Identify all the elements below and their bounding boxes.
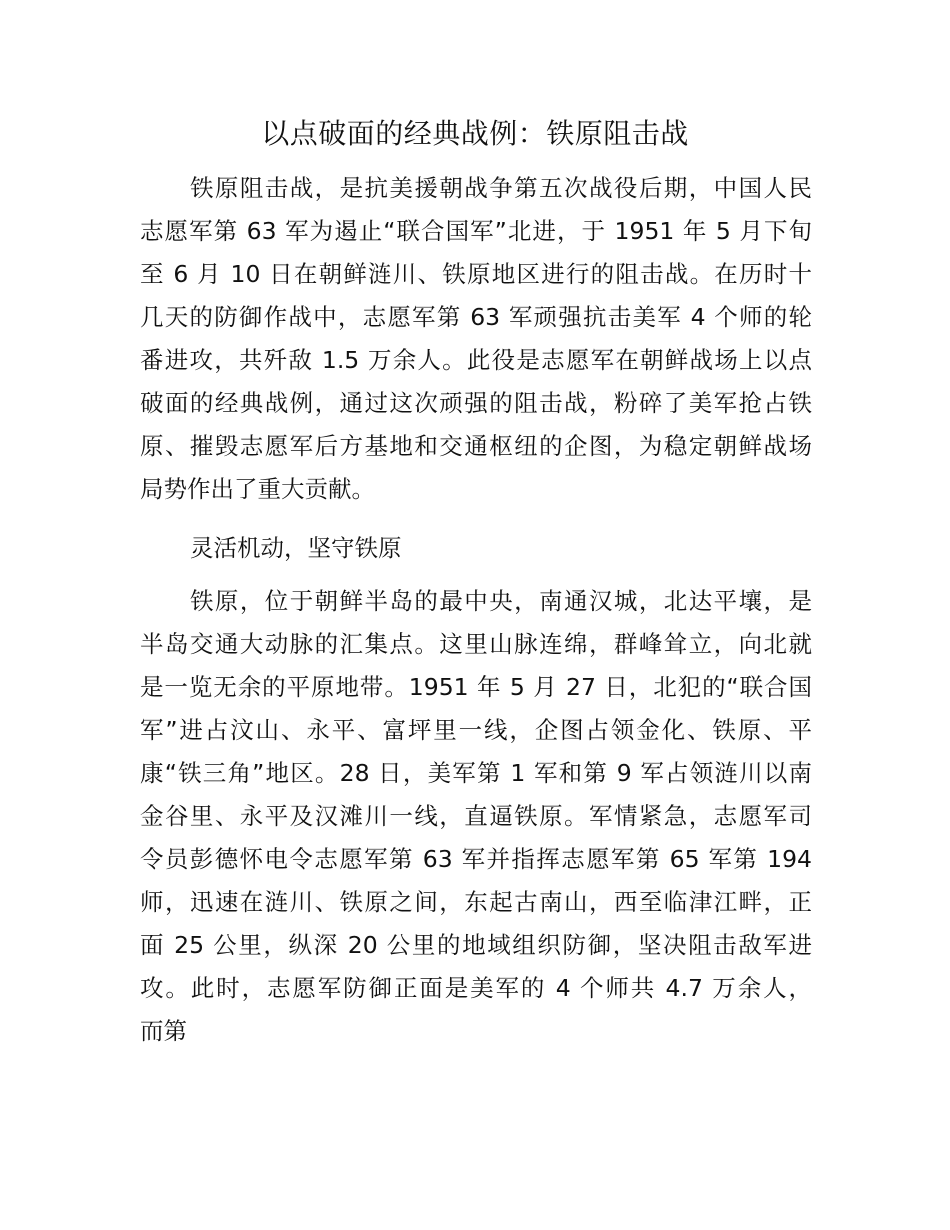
paragraph-line: 几天的防御作战中，志愿军第 63 军顽强抗击美军 4 个师的轮 (140, 303, 812, 331)
paragraph-line: 半岛交通大动脉的汇集点。这里山脉连绵，群峰耸立，向北就 (140, 630, 812, 658)
paragraph-line: 攻。此时，志愿军防御正面是美军的 4 个师共 4.7 万余人， (140, 974, 812, 1002)
paragraph-line: 金谷里、永平及汉滩川一线，直逼铁原。军情紧急，志愿军司 (140, 802, 812, 830)
paragraph-line: 破面的经典战例，通过这次顽强的阻击战，粉碎了美军抢占铁 (140, 389, 812, 417)
paragraph-line: 面 25 公里，纵深 20 公里的地域组织防御，坚决阻击敌军进 (140, 931, 812, 959)
paragraph-line: 志愿军第 63 军为遏止“联合国军”北进，于 1951 年 5 月下旬 (140, 217, 812, 245)
paragraph-line: 铁原阻击战，是抗美援朝战争第五次战役后期，中国人民 (190, 174, 812, 202)
paragraph-line: 军”进占汶山、永平、富坪里一线，企图占领金化、铁原、平 (140, 716, 812, 744)
document-title: 以点破面的经典战例：铁原阻击战 (261, 117, 689, 150)
paragraph-line: 康“铁三角”地区。28 日，美军第 1 军和第 9 军占领涟川以南 (140, 759, 812, 787)
paragraph-line: 是一览无余的平原地带。1951 年 5 月 27 日，北犯的“联合国 (140, 673, 812, 701)
paragraph-line: 至 6 月 10 日在朝鲜涟川、铁原地区进行的阻击战。在历时十 (140, 260, 812, 288)
paragraph-line: 令员彭德怀电令志愿军第 63 军并指挥志愿军第 65 军第 194 (140, 845, 812, 873)
paragraph-line: 铁原，位于朝鲜半岛的最中央，南通汉城，北达平壤，是 (190, 587, 812, 615)
paragraph-line: 番进攻，共歼敌 1.5 万余人。此役是志愿军在朝鲜战场上以点 (140, 346, 812, 374)
section-heading: 灵活机动，坚守铁原 (190, 534, 402, 562)
paragraph-line: 师，迅速在涟川、铁原之间，东起古南山，西至临津江畔，正 (140, 888, 812, 916)
paragraph-line: 原、摧毁志愿军后方基地和交通枢纽的企图，为稳定朝鲜战场 (140, 432, 812, 460)
paragraph-line: 局势作出了重大贡献。 (140, 475, 375, 503)
paragraph-line: 而第 (140, 1017, 187, 1045)
